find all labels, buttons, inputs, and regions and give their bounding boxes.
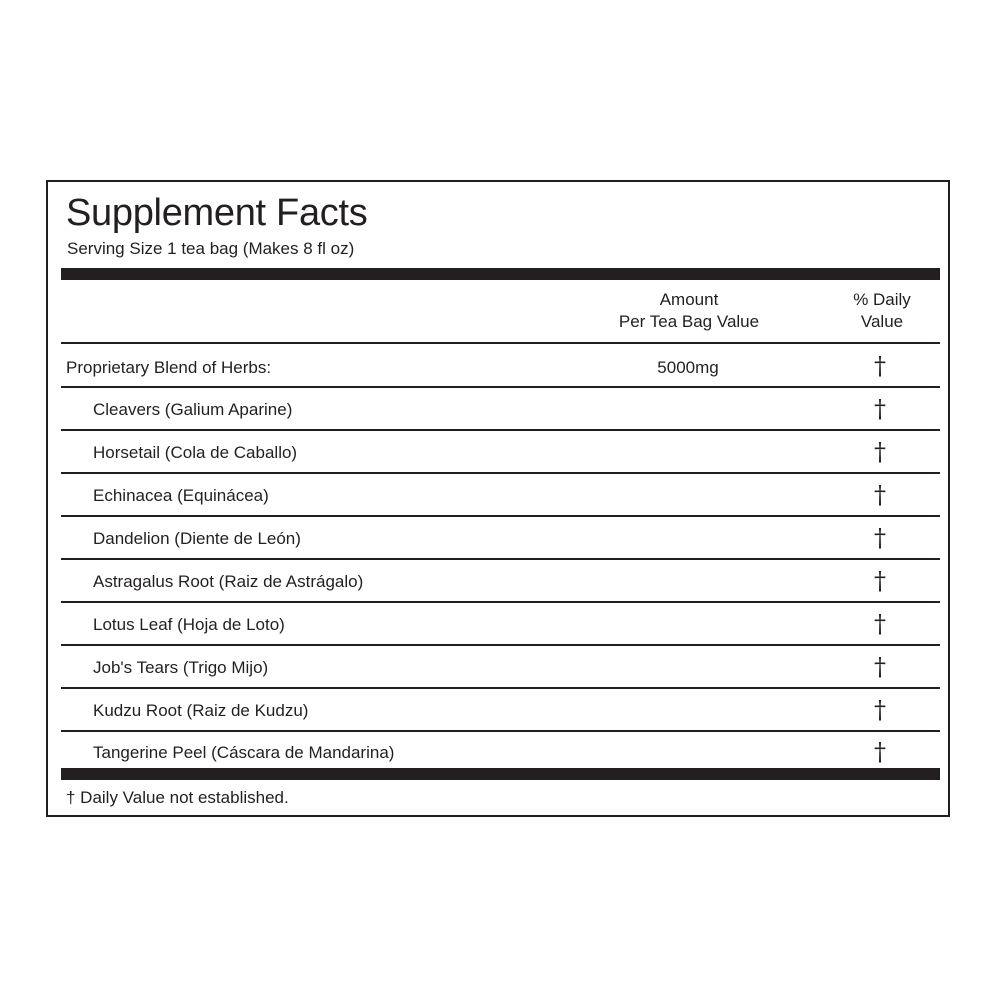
row-rule — [61, 558, 940, 560]
dv-header-line1: % Daily — [853, 290, 911, 309]
ingredient-label: Job's Tears (Trigo Mijo) — [93, 658, 269, 677]
ingredient-dv-dagger: † — [874, 395, 886, 423]
ingredient-label: Echinacea (Equinácea) — [93, 486, 269, 505]
header-rule — [61, 342, 940, 344]
ingredient-label: Cleavers (Galium Aparine) — [93, 400, 293, 419]
row-rule — [61, 644, 940, 646]
amount-header-line1: Amount — [659, 290, 719, 309]
supplement-facts-panel — [46, 180, 950, 817]
dv-header-line2: Value — [860, 312, 904, 331]
amount-header-line2: Per Tea Bag Value — [618, 312, 760, 331]
row-rule — [61, 386, 940, 388]
bottom-thick-rule — [61, 768, 940, 780]
ingredient-label: Kudzu Root (Raiz de Kudzu) — [93, 701, 309, 720]
row-rule — [61, 472, 940, 474]
row-rule — [61, 515, 940, 517]
blend-dv-dagger: † — [874, 352, 886, 380]
ingredient-label: Dandelion (Diente de León) — [93, 529, 301, 548]
blend-amount: 5000mg — [657, 358, 719, 377]
blend-label: Proprietary Blend of Herbs: — [66, 358, 272, 377]
ingredient-label: Horsetail (Cola de Caballo) — [93, 443, 298, 462]
ingredient-dv-dagger: † — [874, 738, 886, 766]
row-rule — [61, 687, 940, 689]
amount-column-header — [578, 289, 800, 333]
top-thick-rule — [61, 268, 940, 280]
ingredient-label: Lotus Leaf (Hoja de Loto) — [93, 615, 285, 634]
footnote: † Daily Value not established. — [66, 788, 289, 807]
daily-value-column-header — [818, 289, 946, 333]
panel-title: Supplement Facts — [66, 192, 368, 234]
row-rule — [61, 730, 940, 732]
ingredient-dv-dagger: † — [874, 696, 886, 724]
ingredient-label: Astragalus Root (Raiz de Astrágalo) — [93, 572, 364, 591]
ingredient-dv-dagger: † — [874, 481, 886, 509]
ingredient-dv-dagger: † — [874, 653, 886, 681]
ingredient-label: Tangerine Peel (Cáscara de Mandarina) — [93, 743, 395, 762]
ingredient-dv-dagger: † — [874, 567, 886, 595]
ingredient-dv-dagger: † — [874, 438, 886, 466]
row-rule — [61, 601, 940, 603]
serving-size: Serving Size 1 tea bag (Makes 8 fl oz) — [67, 239, 355, 258]
ingredient-dv-dagger: † — [874, 524, 886, 552]
row-rule — [61, 429, 940, 431]
ingredient-dv-dagger: † — [874, 610, 886, 638]
